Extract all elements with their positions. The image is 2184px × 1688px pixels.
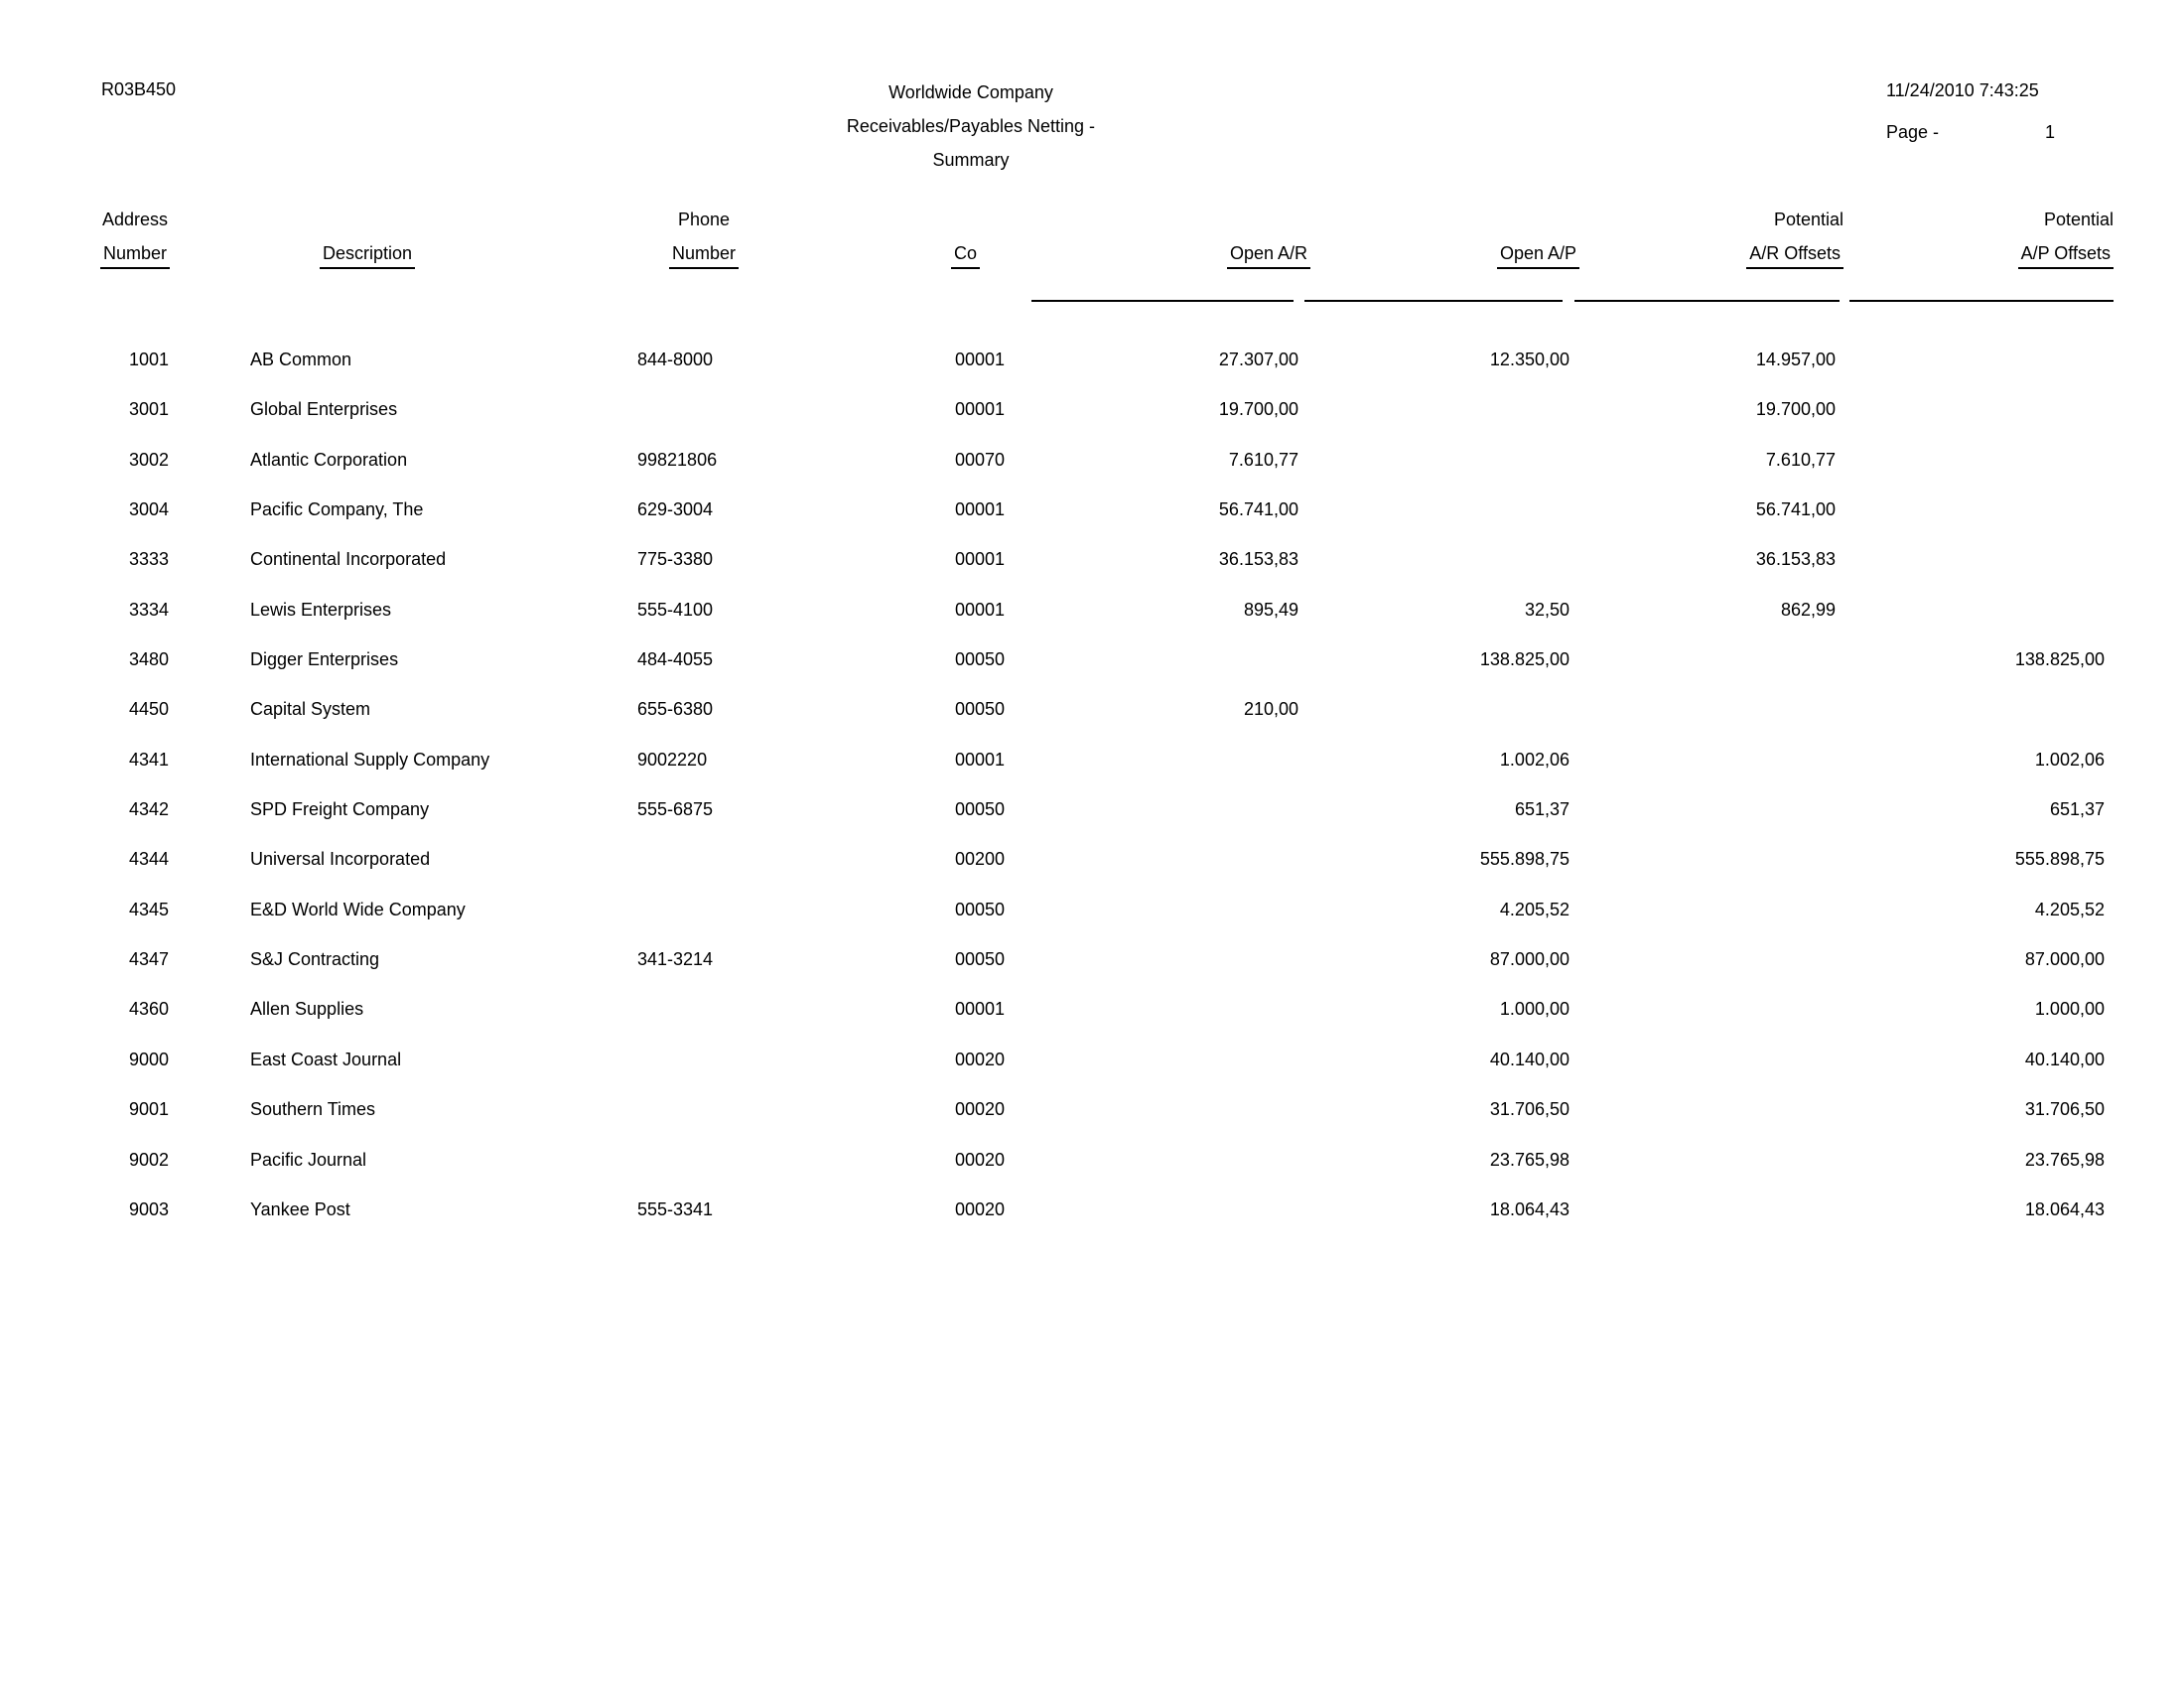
cell-description: East Coast Journal — [250, 1049, 402, 1069]
cell-pot_ap: 651,37 — [2049, 799, 2105, 820]
cell-phone: 844-8000 — [637, 350, 714, 369]
cell-co: 00020 — [955, 1049, 1006, 1069]
cell-address: 4360 — [128, 999, 169, 1020]
cell-co: 00001 — [955, 999, 1006, 1020]
cell-pot_ap: 138.825,00 — [2014, 649, 2105, 670]
cell-phone: 655-6380 — [637, 699, 714, 720]
cell-phone: 555-6875 — [637, 799, 714, 820]
cell-description: Continental Incorporated — [250, 549, 447, 570]
cell-open_ap: 23.765,98 — [1489, 1149, 1570, 1170]
cell-address: 1001 — [128, 350, 169, 369]
column-header-line2: Open A/R — [1227, 243, 1310, 269]
cell-co: 00020 — [955, 1099, 1006, 1120]
column-rule-open-ar — [1031, 300, 1294, 302]
column-header-line1 — [951, 203, 1011, 236]
cell-open_ar: 27.307,00 — [1218, 350, 1298, 369]
column-header-line1: Address — [101, 210, 169, 229]
cell-open_ap: 40.140,00 — [1489, 1049, 1570, 1069]
table-row — [0, 449, 2184, 498]
cell-pot_ap: 23.765,98 — [2024, 1149, 2105, 1170]
cell-description: Global Enterprises — [250, 399, 398, 420]
cell-description: Yankee Post — [250, 1198, 350, 1219]
cell-description: Pacific Company, The — [250, 499, 424, 520]
cell-description: SPD Freight Company — [250, 799, 430, 820]
cell-address: 3480 — [128, 649, 169, 670]
column-rule-potential-ap-offsets — [1849, 300, 2114, 302]
cell-description: Atlantic Corporation — [250, 449, 408, 470]
table-row — [0, 648, 2184, 698]
table-row — [0, 1098, 2184, 1148]
column-header-line2: Number — [669, 243, 739, 269]
cell-open_ar: 36.153,83 — [1218, 549, 1298, 570]
cell-pot_ap: 1.002,06 — [2034, 749, 2105, 770]
report-datetime: 11/24/2010 7:43:25 — [1886, 80, 2039, 100]
table-row — [0, 599, 2184, 648]
cell-address: 4345 — [128, 899, 169, 919]
cell-phone: 99821806 — [637, 449, 718, 470]
cell-address: 3004 — [128, 499, 169, 520]
cell-phone: 555-3341 — [637, 1198, 714, 1219]
company-name: Worldwide Company — [888, 82, 1053, 102]
column-header-open-ar — [1104, 203, 1310, 270]
cell-co: 00020 — [955, 1149, 1006, 1170]
page-indicator — [1886, 121, 2055, 143]
table-row — [0, 349, 2184, 398]
cell-address: 3334 — [128, 599, 169, 620]
table-row — [0, 1149, 2184, 1198]
cell-open_ap: 651,37 — [1514, 799, 1570, 820]
table-body — [0, 349, 2184, 1248]
cell-address: 3333 — [128, 549, 169, 570]
cell-description: Digger Enterprises — [250, 649, 399, 670]
column-header-line2: Open A/P — [1497, 243, 1579, 269]
table-row — [0, 1049, 2184, 1098]
cell-address: 4344 — [128, 849, 169, 870]
column-header-line1: Potential — [1773, 210, 1843, 229]
column-header-address-number — [92, 203, 178, 270]
cell-phone: 9002220 — [637, 749, 708, 770]
cell-co: 00200 — [955, 849, 1006, 870]
table-row — [0, 998, 2184, 1048]
cell-address: 9003 — [128, 1198, 169, 1219]
cell-address: 4342 — [128, 799, 169, 820]
cell-address: 9001 — [128, 1099, 169, 1120]
cell-co: 00001 — [955, 350, 1006, 369]
cell-co: 00070 — [955, 449, 1006, 470]
table-row — [0, 848, 2184, 898]
cell-open_ar: 7.610,77 — [1228, 449, 1298, 470]
cell-description: Lewis Enterprises — [250, 599, 392, 620]
cell-co: 00020 — [955, 1198, 1006, 1219]
cell-open_ap: 12.350,00 — [1489, 350, 1570, 369]
cell-open_ap: 138.825,00 — [1479, 649, 1570, 670]
cell-open_ap: 87.000,00 — [1489, 949, 1570, 970]
cell-open_ap: 1.002,06 — [1499, 749, 1570, 770]
column-rule-potential-ar-offsets — [1574, 300, 1840, 302]
cell-pot_ar: 14.957,00 — [1755, 350, 1836, 369]
cell-co: 00050 — [955, 899, 1006, 919]
cell-description: Pacific Journal — [250, 1149, 367, 1170]
table-row — [0, 548, 2184, 598]
cell-description: Universal Incorporated — [250, 849, 431, 870]
cell-description: E&D World Wide Company — [250, 899, 466, 919]
cell-pot_ap: 31.706,50 — [2024, 1099, 2105, 1120]
cell-pot_ap: 18.064,43 — [2024, 1198, 2105, 1219]
page-number: 1 — [2044, 122, 2055, 142]
cell-address: 3002 — [128, 449, 169, 470]
cell-phone: 555-4100 — [637, 599, 714, 620]
cell-open_ar: 895,49 — [1243, 599, 1298, 620]
cell-address: 4341 — [128, 749, 169, 770]
page-label: Page - — [1886, 122, 1940, 142]
cell-description: Capital System — [250, 699, 371, 720]
report-id: R03B450 — [101, 79, 177, 99]
table-row — [0, 899, 2184, 948]
cell-address: 9002 — [128, 1149, 169, 1170]
table-row — [0, 948, 2184, 998]
report-header-right — [1886, 79, 2055, 143]
cell-co: 00001 — [955, 399, 1006, 420]
column-header-line2: A/P Offsets — [2018, 243, 2114, 269]
cell-pot_ar: 19.700,00 — [1755, 399, 1836, 420]
column-rule-open-ap — [1304, 300, 1563, 302]
column-header-phone-number — [648, 203, 759, 270]
column-header-line2: Description — [320, 243, 415, 269]
cell-address: 3001 — [128, 399, 169, 420]
cell-description: International Supply Company — [250, 749, 490, 770]
table-row — [0, 1198, 2184, 1248]
report-header-center — [772, 75, 1169, 177]
cell-co: 00050 — [955, 699, 1006, 720]
cell-co: 00050 — [955, 799, 1006, 820]
cell-address: 4450 — [128, 699, 169, 720]
cell-open_ap: 32,50 — [1524, 599, 1570, 620]
cell-open_ar: 56.741,00 — [1218, 499, 1298, 520]
column-header-co — [951, 203, 1011, 270]
cell-pot_ap: 555.898,75 — [2014, 849, 2105, 870]
column-header-line1 — [298, 203, 437, 236]
cell-description: AB Common — [250, 350, 352, 369]
cell-open_ar: 19.700,00 — [1218, 399, 1298, 420]
cell-open_ap: 31.706,50 — [1489, 1099, 1570, 1120]
column-header-line2: A/R Offsets — [1746, 243, 1843, 269]
column-header-line2: Co — [951, 243, 980, 269]
cell-pot_ap: 87.000,00 — [2024, 949, 2105, 970]
cell-co: 00001 — [955, 749, 1006, 770]
column-header-open-ap — [1373, 203, 1579, 270]
column-header-potential-ap-offsets — [1907, 203, 2114, 270]
cell-address: 4347 — [128, 949, 169, 970]
cell-open_ar: 210,00 — [1243, 699, 1298, 720]
column-header-line1 — [1104, 203, 1310, 236]
table-row — [0, 698, 2184, 748]
cell-pot_ar: 56.741,00 — [1755, 499, 1836, 520]
cell-pot_ar: 862,99 — [1780, 599, 1836, 620]
report-title-line1: Receivables/Payables Netting - — [846, 116, 1096, 136]
cell-phone: 484-4055 — [637, 649, 714, 670]
column-header-line2: Number — [100, 243, 170, 269]
table-row — [0, 798, 2184, 848]
cell-description: S&J Contracting — [250, 949, 380, 970]
cell-co: 00050 — [955, 649, 1006, 670]
cell-description: Southern Times — [250, 1099, 376, 1120]
cell-co: 00001 — [955, 549, 1006, 570]
column-header-line1 — [1373, 203, 1579, 236]
cell-pot_ap: 4.205,52 — [2034, 899, 2105, 919]
cell-open_ap: 18.064,43 — [1489, 1198, 1570, 1219]
cell-pot_ar: 36.153,83 — [1755, 549, 1836, 570]
cell-phone: 341-3214 — [637, 949, 714, 970]
cell-address: 9000 — [128, 1049, 169, 1069]
column-header-line1: Phone — [677, 210, 731, 229]
cell-pot_ap: 1.000,00 — [2034, 999, 2105, 1020]
column-header-line1: Potential — [2043, 210, 2114, 229]
cell-phone: 629-3004 — [637, 499, 714, 520]
column-header-description — [298, 203, 437, 270]
cell-co: 00001 — [955, 599, 1006, 620]
cell-co: 00001 — [955, 499, 1006, 520]
table-row — [0, 749, 2184, 798]
table-row — [0, 498, 2184, 548]
cell-pot_ap: 40.140,00 — [2024, 1049, 2105, 1069]
table-row — [0, 398, 2184, 448]
cell-co: 00050 — [955, 949, 1006, 970]
cell-open_ap: 555.898,75 — [1479, 849, 1570, 870]
cell-pot_ar: 7.610,77 — [1765, 449, 1836, 470]
report-title-line2: Summary — [932, 150, 1010, 170]
cell-open_ap: 4.205,52 — [1499, 899, 1570, 919]
cell-description: Allen Supplies — [250, 999, 364, 1020]
column-header-potential-ar-offsets — [1637, 203, 1843, 270]
cell-phone: 775-3380 — [637, 549, 714, 570]
cell-open_ap: 1.000,00 — [1499, 999, 1570, 1020]
